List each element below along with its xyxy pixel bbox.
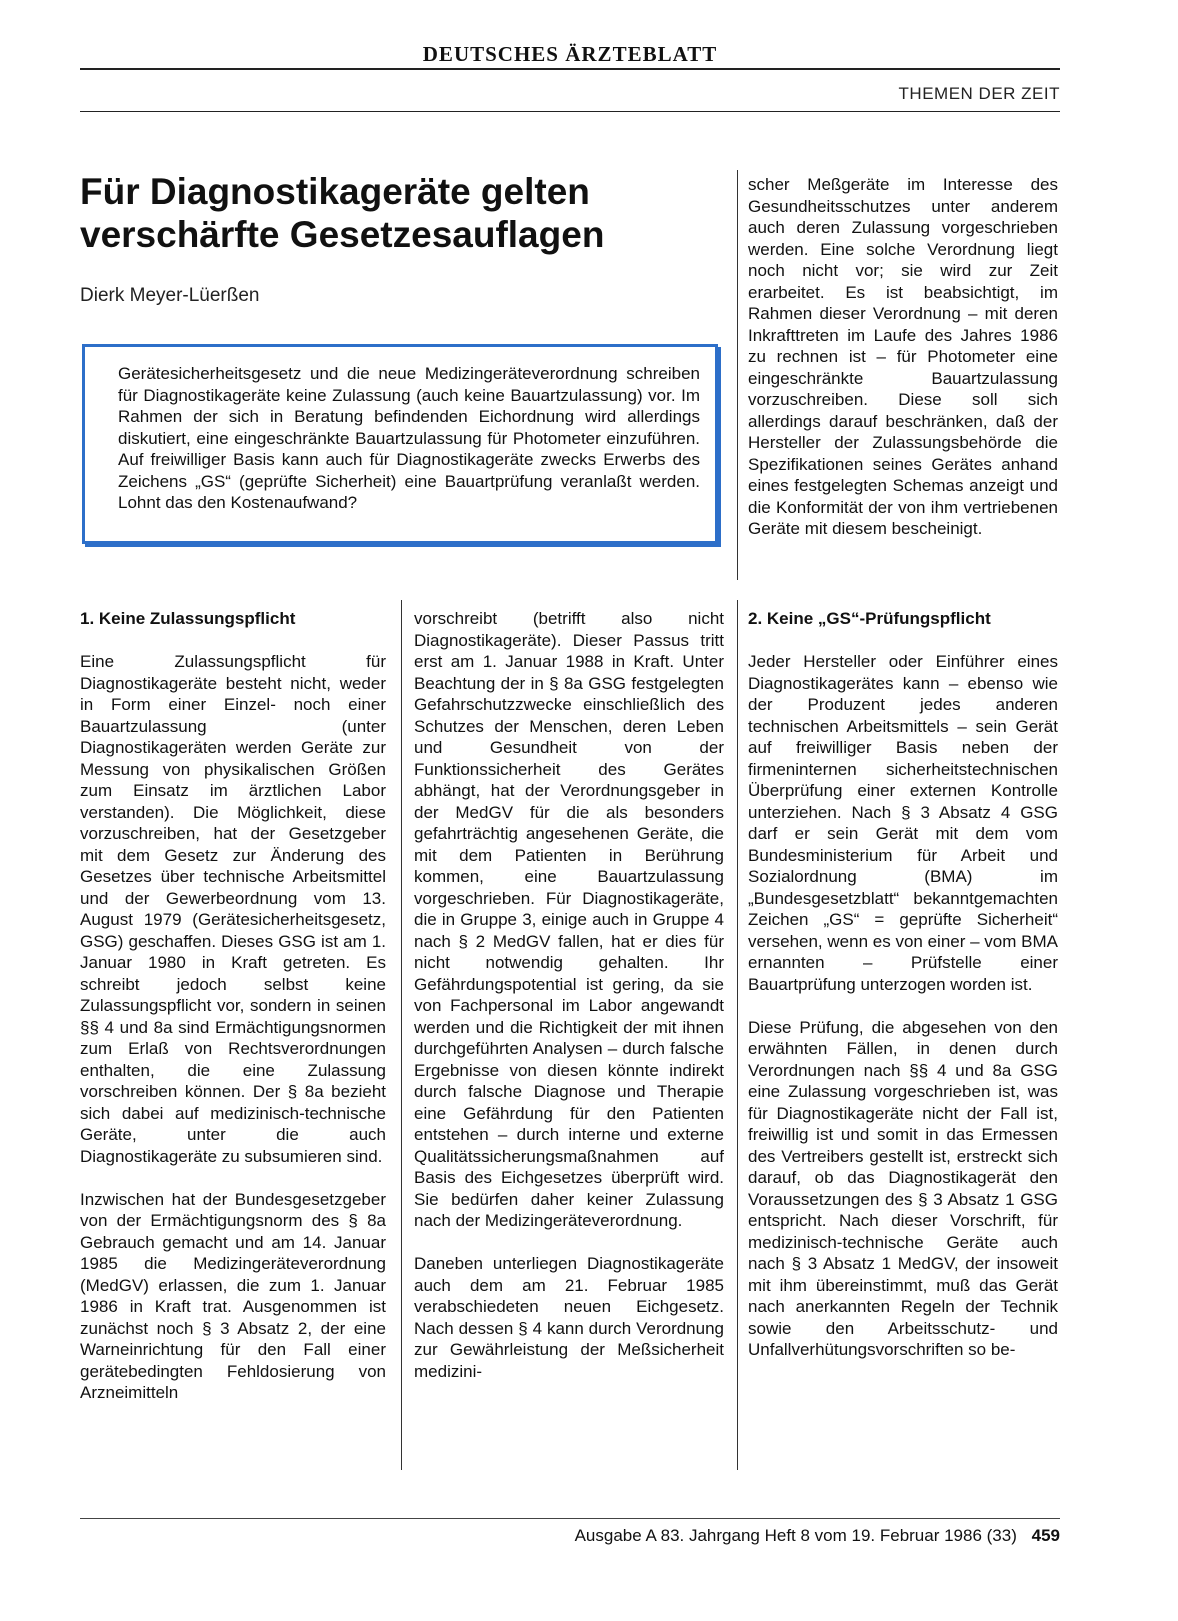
paragraph: scher Meßgeräte im Interesse des Gesundheitsschutzes unter anderem auch deren Zulassung vorgeschrieben werden. Eine solche Verordnung liegt noch nicht vor; sie wird zur Zeit erarbeitet. Es ist beabsichtigt, im Rahmen dieser Verordnung – mit deren Inkrafttreten im Laufe des Jahres 1986 zu rechnen ist – für Photometer eine eingeschränkte Bauartzulassung vorzuschreiben. Diese soll sich allerdings darauf beschränken, daß der Hersteller der Zulassungsbehörde die Spezifikationen seines Gerätes anhand eines festgelegten Schemas anzeigt und die Konformität der von ihm vertriebenen Geräte mit diesem bescheinigt. <box>748 175 1058 538</box>
section-rule <box>80 111 1060 112</box>
issue-info: Ausgabe A 83. Jahrgang Heft 8 vom 19. Februar 1986 (33) <box>574 1526 1017 1545</box>
article-author: Dierk Meyer-Lüerßen <box>80 285 260 306</box>
title-line-2: verschärfte Gesetzesauflagen <box>80 214 605 255</box>
section-heading-2: 2. Keine „GS“-Prüfungspflicht <box>748 609 991 628</box>
column-divider <box>737 600 738 1470</box>
journal-masthead: DEUTSCHES ÄRZTEBLATT <box>422 42 718 66</box>
column-divider <box>401 600 402 1470</box>
page-number: 459 <box>1031 1526 1060 1545</box>
section-label: THEMEN DER ZEIT <box>898 84 1060 103</box>
masthead-rule <box>80 68 1060 70</box>
abstract-text: Gerätesicherheitsgesetz und die neue Medizingeräteverordnung schreiben für Diagnostikageräte keine Zulassung (auch keine Bauartzulassung) vor. Im Rahmen der sich in Beratung befindenden Eichordnung wird allerdings diskutiert, eine eingeschränkte Bauartzulassung für Photometer einzuführen. Auf freiwilliger Basis kann auch für Diagnostikageräte zwecks Erwerbs des Zeichens „GS“ (geprüfte Sicherheit) eine Bauartprüfung veranlaßt werden. Lohnt das den Kostenaufwand? <box>118 364 700 512</box>
column-1 <box>80 608 386 1404</box>
column-2 <box>414 608 724 1382</box>
paragraph: vorschreibt (betrifft also nicht Diagnostikageräte). Dieser Passus tritt erst am 1. Januar 1988 in Kraft. Unter Beachtung der in § 8a GSG festgelegten Gefahrschutzzwecke einschließlich des Schutzes der Menschen, deren Leben und Gesundheit von der Funktionssicherheit des Gerätes abhängt, hat der Verordnungsgeber in der MedGV für die als besonders gefahrträchtig angesehenen Geräte, die mit dem Patienten in Berührung kommen, eine Bauartzulassung vorgeschrieben. Für Diagnostikageräte, die in Gruppe 3, einige auch in Gruppe 4 nach § 2 MedGV fallen, hat er dies für nicht notwendig gehalten. Ihr Gefährdungspotential ist gering, da sie von Fachpersonal im Labor angewandt werden und die Richtigkeit der mit ihnen durchgeführten Analysen – durch falsche Ergebnisse von diesen könnte indirekt durch falsche Diagnose und Therapie eine Gefährdung für den Patienten entstehen – durch interne und externe Qualitätssicherungsmaßnahmen auf Basis des Eichgesetzes überprüft wird. Sie bedürfen daher keiner Zulassung nach der Medizingeräteverordnung. <box>414 609 724 1230</box>
paragraph: Inzwischen hat der Bundesgesetzgeber von der Ermächtigungsnorm des § 8a Gebrauch gemacht und am 14. Januar 1985 die Medizingeräteverordnung (MedGV) erlassen, die zum 1. Januar 1986 in Kraft trat. Ausgenommen ist zunächst noch § 3 Absatz 2, der eine Warneinrichtung für den Fall einer gerätebedingten Fehldosierung von Arzneimitteln <box>80 1189 386 1402</box>
footer-rule <box>80 1518 1060 1519</box>
title-line-1: Für Diagnostikageräte gelten <box>80 171 590 212</box>
paragraph: Daneben unterliegen Diagnostikageräte auch dem am 21. Februar 1985 verabschiedeten neuen Eichgesetz. Nach dessen § 4 kann durch Verordnung zur Gewährleistung der Meßsicherheit medizini- <box>414 1254 724 1381</box>
paragraph: Diese Prüfung, die abgesehen von den erwähnten Fällen, in denen durch Verordnungen nach §§ 4 und 8a GSG eine Zulassung vorgeschrieben ist, was für Diagnostikageräte nicht der Fall ist, freiwillig ist und somit in das Ermessen des Vertreibers gestellt ist, erstreckt sich darauf, ob das Diagnostikagerät den Voraussetzungen des § 3 Absatz 1 GSG entspricht. Nach dieser Vorschrift, für medizinisch-technische Geräte auch nach § 3 Absatz 1 MedGV, der insoweit mit ihm übereinstimmt, muß das Gerät nach anerkannten Regeln der Technik sowie den Arbeitsschutz- und Unfallverhütungsvorschriften so be- <box>748 1017 1058 1359</box>
paragraph: Eine Zulassungspflicht für Diagnostikageräte besteht nicht, weder in Form einer Einzel- noch einer Bauartzulassung (unter Diagnostikageräten werden Geräte zur Messung von physikalischen Größen zum Einsatz im ärztlichen Labor verstanden). Die Möglichkeit, diese vorzuschreiben, hat der Gesetzgeber mit dem Gesetz zur Änderung des Gesetzes über technische Arbeitsmittel und der Gewerbeordnung vom 13. August 1979 (Gerätesicherheitsgesetz, GSG) geschaffen. Dieses GSG ist am 1. Januar 1980 in Kraft getreten. Es schreibt jedoch selbst keine Zulassungspflicht vor, sondern in seinen §§ 4 und 8a sind Ermächtigungsnormen zum Erlaß von Rechtsverordnungen enthalten, die eine Zulassung vorschreiben können. Der § 8a bezieht sich dabei auf medizinisch-technische Geräte, unter die auch Diagnostikageräte zu subsumieren sind. <box>80 652 386 1166</box>
section-heading-1: 1. Keine Zulassungspflicht <box>80 609 296 628</box>
paragraph: Jeder Hersteller oder Einführer eines Diagnostikagerätes kann – ebenso wie der Produzent jedes anderen technischen Arbeitsmittels – sein Gerät auf freiwilliger Basis neben der firmeninternen sicherheitstechnischen Überprüfung einer externen Kontrolle unterziehen. Nach § 3 Absatz 4 GSG darf er sein Gerät mit dem vom Bundesministerium für Arbeit und Sozialordnung (BMA) im „Bundesgesetzblatt“ bekanntgemachten Zeichen „GS“ = geprüfte Sicherheit“ versehen, wenn es von einer – vom BMA ernannten – Prüfstelle einer Bauartprüfung unterzogen worden ist. <box>748 652 1058 994</box>
article-title <box>80 170 710 256</box>
column-3 <box>748 608 1058 1361</box>
column-divider <box>737 170 738 580</box>
column-3-top <box>748 174 1058 540</box>
page-footer <box>575 1526 1060 1546</box>
